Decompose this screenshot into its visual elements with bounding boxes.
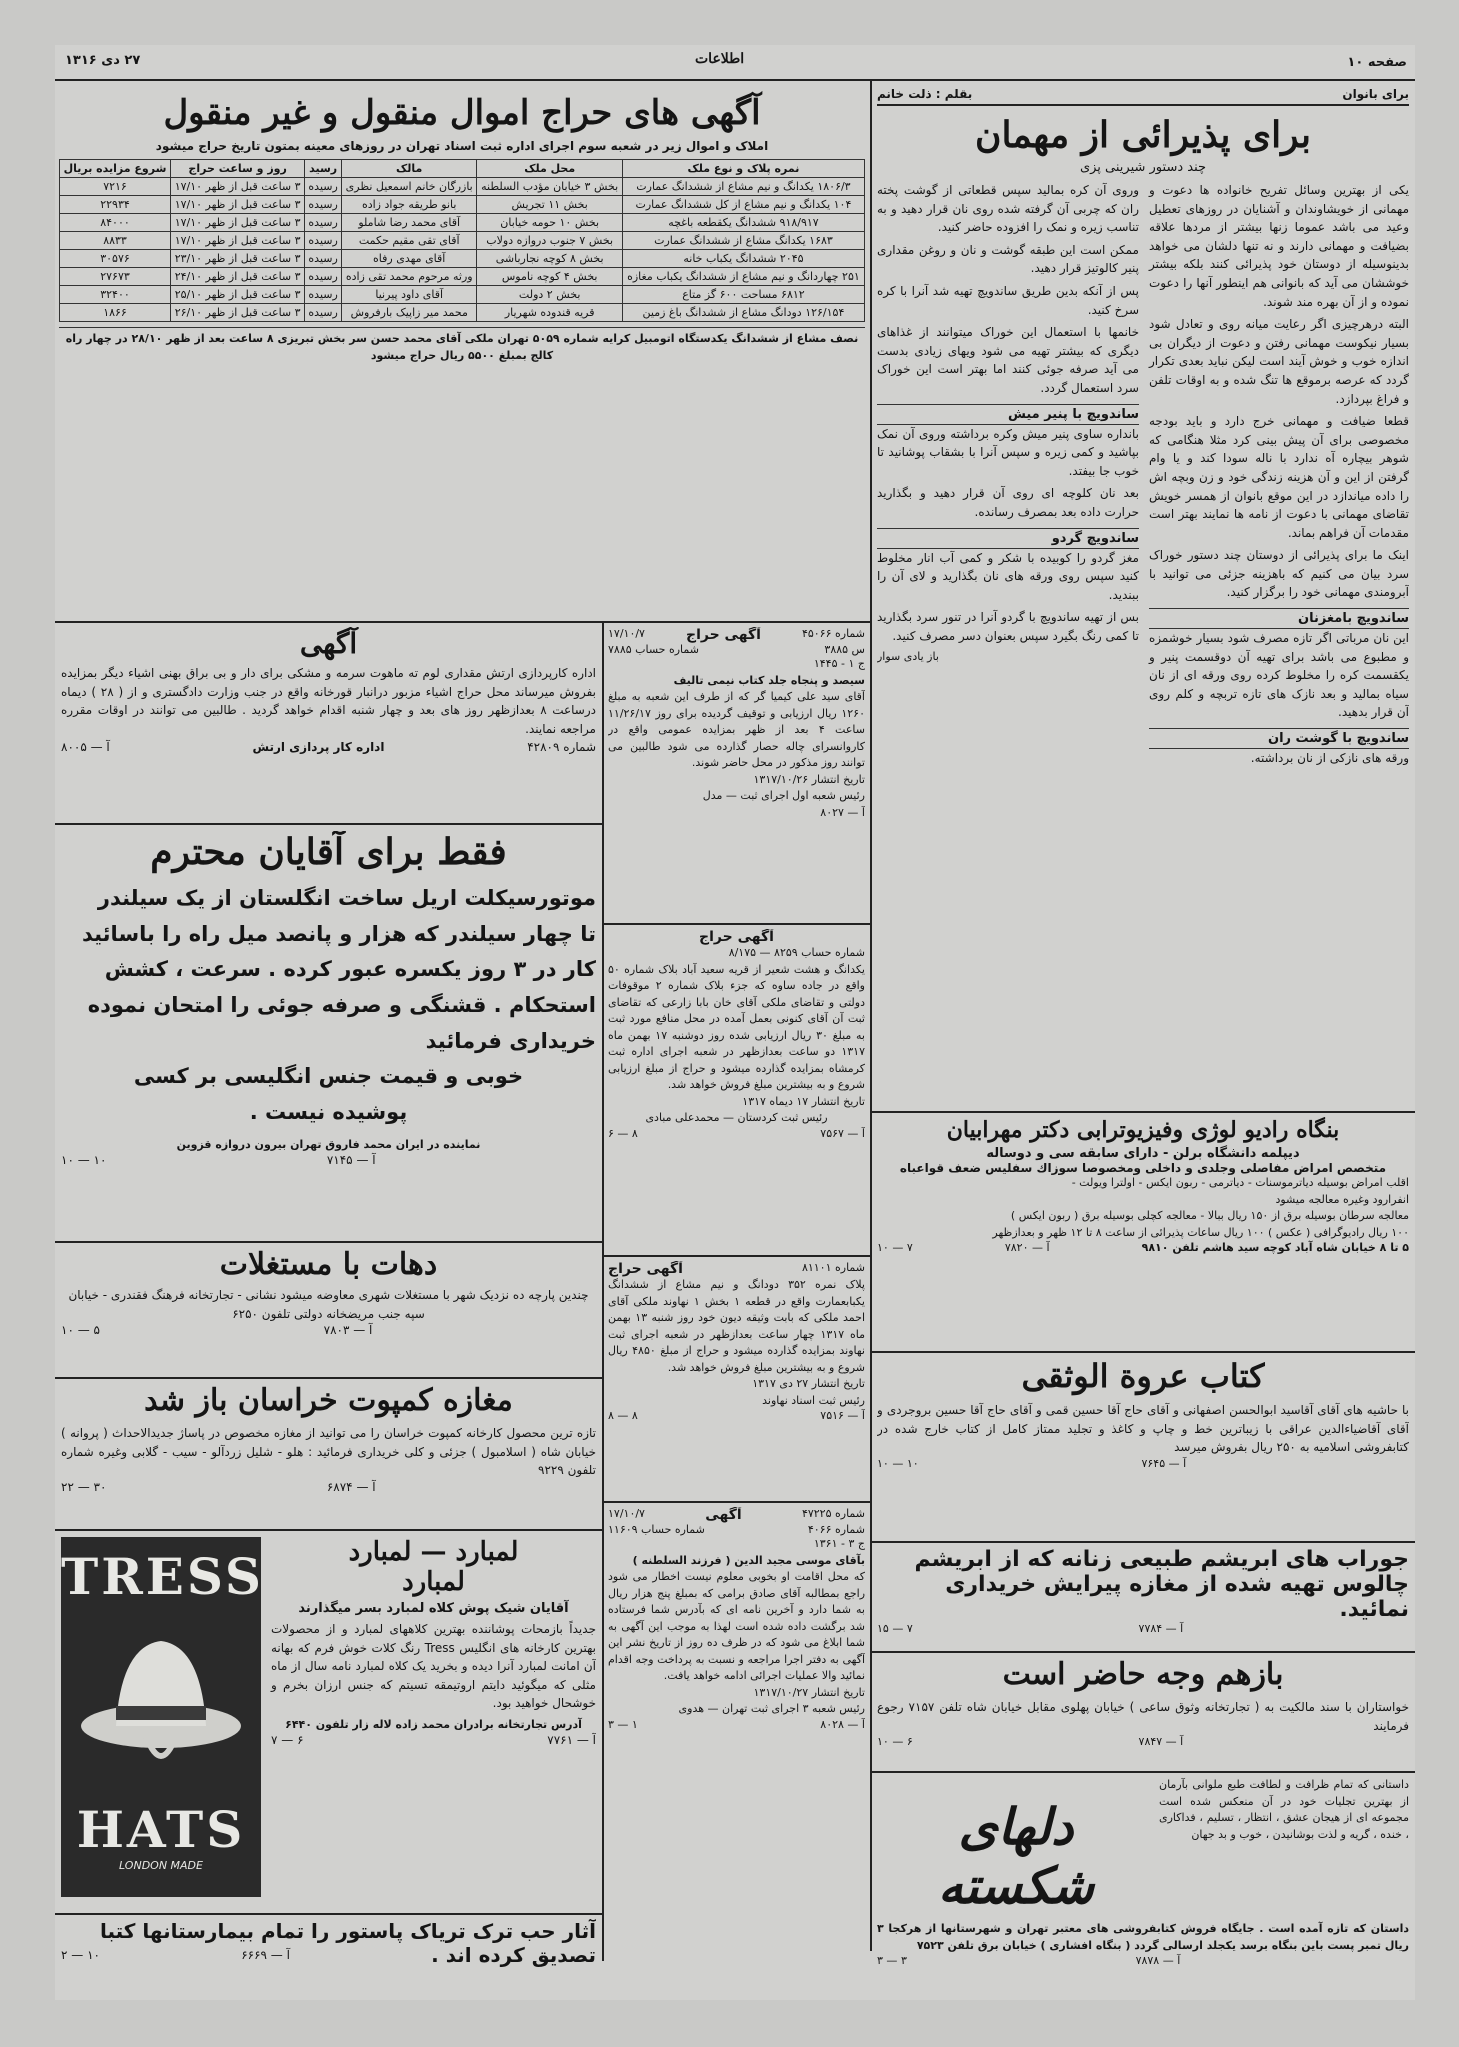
n1-title: آگهی حراج	[686, 627, 761, 643]
tress-logo-box	[61, 1537, 264, 1897]
sub-walnut: ساندویچ گردو	[877, 528, 1139, 549]
n4-date: ۱۷/۱۰/۷	[608, 1507, 645, 1520]
auction-footer: نصف مشاع از ششدانگ یکدستگاه اتومبیل کرایه شماره ۵۰۵۹ تهران ملکی آقای محمد حسن سر بخش تبریزی ۸ ساعت بعد از ظهر ۲۸/۱۰ در چهار راه کالج بمبلغ ۵۵۰۰ ریال حراج میشود	[59, 327, 865, 364]
auction-title: آگهی های حراج اموال منقول و غیر منقول	[163, 93, 761, 133]
rule	[870, 1651, 1415, 1653]
women-p11: بانداره ساوی پنیر میش وکره برداشته وروی آن نمک بپاشید و کمی زیره و سپس آنرا با بشقاب پوشانید تا خوب جا بیفتد.	[877, 426, 1139, 478]
tobacco-line2: تصدیق کرده اند .	[431, 1943, 596, 1967]
n4-num: شماره ۴۷۲۲۵	[801, 1507, 865, 1520]
bh-bottom: داستان که تازه آمده است . جایگاه فروش کتابفروشی های معتبر تهران و شهرستانها از هرکجا ۳ ریال تمبر پست باین بنگاه برسد یکجلد ارسالی گردد ( بنگاه افشاری ) خیابان برق تلفن ۷۵۲۳	[877, 1922, 1409, 1952]
auction-subtitle: املاک و اموال زیر در شعبه سوم اجرای اداره ثبت اسناد تهران در روزهای معینه بمتون تاریخ حراج میشود	[155, 139, 769, 153]
n4-head: بآقای موسی مجید الدین ( فرزند السلطنه )	[632, 1553, 865, 1567]
rule	[870, 1351, 1415, 1353]
n3-num: شماره ۸۱۱۰۱	[801, 1261, 865, 1274]
n4-acc2: شماره حساب ۱۱۶۰۹	[608, 1523, 705, 1536]
masthead: اطلاعات	[695, 51, 745, 67]
auction-cell: ۲۰۴۵ ششدانگ یکباب خانه	[622, 250, 864, 268]
women-p3: قطعا ضیافت و مهمانی خرج دارد و باید بودجه مخصوصی برای آن پیش بینی کرد مثلا هنگامی که شوهر بیچاره آه ندارد با ناله سودا کند و یا وام گرفتن از این و آن هزینه زندگی خود و زن وبچه اش را داده میاندازد در این موقع بانوان از همسر خویش تقاضای مهمانی با دعوت از نامه ها نمایند بهتر است مقدمات آن فراهم بماند.	[1149, 414, 1409, 540]
auction-cell: بخش ۳ خیابان مؤدب السلطنه	[477, 178, 622, 196]
stockings-dates: ۷ — ۱۵	[877, 1622, 913, 1635]
auction-cell: ۸۸۳۳	[60, 232, 171, 250]
auction-row	[60, 196, 865, 214]
auction-cell: بخش ۴ کوچه ناموس	[477, 268, 622, 286]
sub-cheese: ساندویچ با پنیر میش	[877, 404, 1139, 425]
auction-row	[60, 304, 865, 322]
col-header: شروع مزایده بریال	[60, 160, 171, 178]
auction-cell: بخش ۸ کوچه نجارباشی	[477, 250, 622, 268]
auction-cell: بخش ۱۱ تجریش	[477, 196, 622, 214]
moto-l6: خوبی و قیمت جنس انگلیسی بر کسی	[133, 1064, 524, 1089]
auction-cell: رسیده	[305, 214, 342, 232]
col-header: محل ملک	[477, 160, 622, 178]
sub-meat: ساندویچ با گوشت ران	[1149, 728, 1409, 749]
villages-dates: ۵ — ۱۰	[61, 1323, 100, 1338]
book-ad	[877, 1357, 1409, 1537]
doctor-l3: معالجه سرطان بوسیله برق از ۱۵۰ ریال ببالا - معالجه کچلی بوسیله برق ( ربون ایکس )	[1010, 1209, 1409, 1222]
women-p10: خانمها با استعمال این خوراک میتوانند از غذاهای دیگری که بیشتر تهیه می شود ویهای زیادی بدست می آید صرفه جوئی کنند اما بهتر است این خوراک سرد استعمال گردد.	[877, 325, 1139, 395]
book-dates: ۱۰ — ۱۰	[877, 1456, 919, 1470]
auction-cell: بازرگان خانم اسمعیل نظری	[341, 178, 476, 196]
doctor-code: آ — ۷۸۲۰	[1004, 1241, 1050, 1254]
n2-code: آ — ۷۵۶۷	[820, 1126, 865, 1140]
auction-row	[60, 268, 865, 286]
auction-cell: ۲۵۱ چهاردانگ و نیم مشاع از ششدانگ یکباب مغازه	[622, 268, 864, 286]
women-p9: پس از آنکه بدین طریق ساندویچ تهیه شد آنرا با کره سرخ کنید.	[877, 283, 1139, 317]
n4-date2: تاریخ انتشار ۱۳۱۷/۱۰/۲۷	[753, 1685, 865, 1699]
compote-title: مغازه کمپوت خراسان باز شد	[144, 1383, 513, 1418]
auction-cell: رسیده	[305, 286, 342, 304]
rule	[602, 1501, 870, 1503]
n3-date: تاریخ انتشار ۲۷ دی ۱۳۱۷	[752, 1377, 865, 1390]
hat-icon	[76, 1606, 246, 1796]
n4-dates: ۱ — ۳	[608, 1717, 638, 1731]
money-dates: ۶ — ۱۰	[877, 1735, 913, 1749]
tress-body: جدیداً بازمحات پوشاننده بهترین کلاههای لمبارد و از محصولات بهترین کارخانه های انگلیس Tress رنگ کلات خوش فرم که بهانه آن امانت لمبارد آنرا دیده و بخرید یک کلاه لمبارد نامه سال از ماه مثلی که میگوئید دایتم اروتیمقه تسیتم که جنس ارزان بخرم و خوشحال خواهید بود.	[271, 1622, 596, 1711]
villages-ad	[61, 1247, 596, 1372]
doctor-dates: ۷ — ۱۰	[877, 1241, 913, 1254]
women-p14: بس از تهیه ساندویچ با گردو آنرا در تنور سرد بگذارید تا کمی رنگ بگیرد سپس بعنوان دسر مصرف کنید.	[877, 610, 1139, 643]
moto-title: فقط برای آقایان محترم	[150, 831, 507, 873]
auction-row	[60, 286, 865, 304]
tress-dates: ۶ — ۷	[271, 1733, 304, 1748]
auction-cell: ۳۲۴۰۰	[60, 286, 171, 304]
n1-file: ج ۱ - ۱۴۴۵	[813, 657, 865, 670]
women-title: برای پذیرائی از مهمان	[975, 114, 1311, 156]
auction-cell: رسیده	[305, 232, 342, 250]
n4-body: که محل اقامت او بخوبی معلوم نیست اخطار می شود راجع بمطالبه آقای صادق برامی که بمبلغ پنج هزار ریال به شما دارد و آخرین نامه ای که بآدرس شما فرستاده شد برگشت داده شده است لهذا به موجب این آگهی به شما ابلاغ می شود که در ظرف ده روز از تاریخ نشر این آگهی به دفتر اجرا مراجعه و نسبت به پرداخت وجه اقدام نمائید والا عملیات اجرائی ادامه خواهد یافت.	[608, 1570, 865, 1682]
doctor-l5: ۵ تا ۸ خیابان شاه آباد کوچه سید هاشم تلفن ۹۸۱۰	[1141, 1241, 1409, 1254]
women-p7: وروی آن کره بمالید سپس قطعاتی از گوشت پخته ران که چربی آن گرفته شده روی نان قرار دهید و به تناسب زیره و نمک را افزوده حاضر کنید.	[877, 183, 1139, 235]
n2-date: تاریخ انتشار ۱۷ دیماه ۱۳۱۷	[742, 1094, 865, 1108]
army-notice	[61, 627, 596, 817]
tress-address: آدرس تجارتخانه برادران محمد زاده لاله زار تلفون ۶۴۴۰	[285, 1717, 582, 1731]
compote-body: تازه ترین محصول کارخانه کمپوت خراسان را می توانید از مغازه مخصوص در پاساژ جدیدالاحداث ( پروانه ) خیابان شاه ( اسلامبول ) جزئی و کلی خریداری فرمائید : هلو - شلیل زردآلو - سیب - گلابی وغیره شماره تلفون ۹۲۲۹	[61, 1426, 596, 1478]
notice-2	[608, 929, 865, 1249]
n3-body: پلاک نمره ۳۵۲ دودانگ و نیم مشاع از ششدانگ یکبابعمارت واقع در قطعه ۱ بخش ۱ نهاوند ملکی آقای احمد ملکی که بابت وثیقه دیون خود روز شنبه ۱۳ بهمن ماه ۱۳۱۷ چهار ساعت بعدازظهر در شعبه اجرای ثبت نهاوند بمزایده گذارده میشود و حراج از مبلغ ۴۸۵۰ ریال شروع و به بیشترین مبلغ فروش خواهد شد.	[608, 1278, 865, 1374]
money-body: خواستاران با سند مالکیت به ( تجارتخانه وثوق ساعی ) خیابان پهلوی مقابل خیابان شاه تلفن ۷۱۵۷ رجوع فرمایند	[877, 1700, 1409, 1733]
women-p6: ورقه های نازکی از نان برداشته.	[1250, 751, 1409, 766]
rule	[55, 1529, 602, 1531]
n4-title: آگهی	[705, 1507, 742, 1523]
auction-cell: ۹۱۸/۹۱۷ ششدانگ یکقطعه باغچه	[622, 214, 864, 232]
rule	[55, 823, 602, 825]
auction-cell: ۱۲۶/۱۵۴ دودانگ مشاع از ششدانگ باغ زمین	[622, 304, 864, 322]
tress-text	[271, 1537, 596, 1747]
women-closing: باز یادی سوار	[877, 650, 939, 664]
auction-row	[60, 178, 865, 196]
rule	[870, 1771, 1415, 1773]
notice-3	[608, 1261, 865, 1497]
n1-sign: رئیس شعبه اول اجرای ثبت — مدل	[702, 789, 865, 802]
auction-cell: ۳ ساعت قبل از ظهر ۲۵/۱۰	[171, 286, 305, 304]
auction-cell: ۱۶۸۳ یکدانگ مشاع از ششدانگ عمارت	[622, 232, 864, 250]
army-title: آگهی	[299, 627, 358, 660]
auction-cell: رسیده	[305, 250, 342, 268]
stockings-l2: چالوس تهیه شده از مغازه پیرایش خریداری نمائید.	[945, 1572, 1409, 1622]
doctor-l2: انفرارود وغیره معالجه میشود	[1275, 1192, 1409, 1206]
compote-ad	[61, 1383, 596, 1523]
col-divider-left	[602, 621, 604, 1961]
auction-cell: ۲۲۹۳۴	[60, 196, 171, 214]
doctor-diploma: دیپلمه دانشگاه برلن - دارای سابقه سی و دوساله	[986, 1146, 1300, 1161]
auction-cell: ۳ ساعت قبل از ظهر ۱۷/۱۰	[171, 214, 305, 232]
auction-cell: قریه قندوده شهریار	[477, 304, 622, 322]
women-p1: یکی از بهترین وسائل تفریح خانواده ها دعوت و مهمانی از خویشاوندان و آشنایان در روزهای تعطیل وعید می باشد عموما زنها بیشتر از مردها علاقه بضیافت و مهمانی دارند و نه تنها دلشان می خواهد بدینوسیله از دوستان خود پذیرائی کنند بلکه بیشتر خوششان می آید که بانوانی هم اینطور آنها را دعوت نموده و از آن بهره مند شوند.	[1149, 183, 1409, 309]
tress-logo-bottom: HATS	[76, 1800, 246, 1859]
n1-acc: س ۳۸۸۵	[824, 643, 865, 656]
col-header: روز و ساعت حراج	[171, 160, 305, 178]
auction-cell: بخش ۲ دولت	[477, 286, 622, 304]
auction-cell: بخش ۱۰ حومه خیابان	[477, 214, 622, 232]
bh-code: آ — ۷۸۷۸	[1135, 1954, 1181, 1967]
auction-bottom-rule	[55, 621, 870, 623]
moto-dates: ۱۰ — ۱۰	[61, 1153, 107, 1168]
army-body: اداره کارپردازی ارتش مقداری لوم ته ماهوت سرمه و مشکی برای دار و بی براق بهنی اشیاء دیگر بمزایده بفروش میرساند محل حراج اشیاء مزبور درانبار قورخانه واقع در جنب وزارت دادگستری و از ( ۲۸ ) دیماه درساعت ۸ بعدازظهر روز های بعد و چهار شنبه اقدام خواهد گردید . طالبین می توانند در اوقات مقرره مراجعه نمایند.	[61, 666, 596, 736]
n4-file: ج ۳ - ۱۳۶۱	[813, 1537, 865, 1550]
rule	[602, 1255, 870, 1257]
page-number: صفحه ۱۰	[1347, 55, 1407, 70]
issue-date: ۲۷ دی ۱۳۱۶	[65, 53, 141, 68]
auction-cell: رسیده	[305, 304, 342, 322]
women-p13: مغز گردو را کوبیده با شکر و کمی آب انار مخلوط کنید سپس روی ورقه های نان بگذارید و لای آن را ببندید.	[877, 550, 1139, 602]
army-sign: اداره کار پردازی ارتش	[252, 740, 385, 755]
moto-agent: نماینده در ایران محمد فاروق تهران بیرون دروازه قزوین	[176, 1137, 481, 1151]
women-author: بقلم : ذلت خانم	[877, 87, 973, 101]
n1-head: سیصد و پنجاه جلد کتاب نیمی تالیف	[673, 673, 865, 687]
auction-row	[60, 232, 865, 250]
auction-cell: ۷۲۱۶	[60, 178, 171, 196]
rule	[55, 1913, 602, 1915]
auction-cell: رسیده	[305, 268, 342, 286]
money-title: بازهم وجه حاضر است	[1002, 1657, 1284, 1692]
moto-l5: خریداری فرمائید	[425, 1028, 596, 1053]
auction-row	[60, 214, 865, 232]
villages-code: آ — ۷۸۰۳	[323, 1323, 373, 1338]
rule	[602, 923, 870, 925]
auction-cell: ۱۸۰۶/۳ یکدانگ و نیم مشاع از ششدانگ عمارت	[622, 178, 864, 196]
army-number: شماره ۴۲۸۰۹	[527, 740, 596, 755]
stockings-ad	[877, 1547, 1409, 1647]
auction-cell: ۱۸۶۶	[60, 304, 171, 322]
tobacco-line1: آثار حب ترک تریاک پاستور را تمام بیمارستانها کتبا	[99, 1919, 596, 1943]
doctor-ad	[877, 1117, 1409, 1347]
motorcycle-ad	[61, 831, 596, 1236]
women-p5: این نان مرباتی اگر تازه مصرف شود بسیار خوشمزه و مطبوع می باشد برای تهیه آن دوقسمت پنیر و یکقسمت کره را مخلوط کرده روی ورقه ای از نان سیاه بمالید و بعد نازک های تازه تربچه و کلم روی آن قرار بدهید.	[1149, 631, 1409, 720]
moto-l1: موتورسیکلت اریل ساخت انگلستان از یک سیلندر	[97, 886, 596, 910]
n3-sign: رئیس ثبت اسناد نهاوند	[762, 1393, 865, 1407]
moto-l2: تا چهار سیلندر که هزار و پانصد میل راه را باسائید	[81, 921, 596, 946]
doctor-title: بنگاه رادیو لوژی وفیزیوترابی دکتر مهرابیان	[946, 1117, 1340, 1143]
auction-cell: ۶۸۱۲ مساحت ۶۰۰ گز متاع	[622, 286, 864, 304]
rule	[55, 1241, 602, 1243]
auction-cell: ۳ ساعت قبل از ظهر ۱۷/۱۰	[171, 232, 305, 250]
n3-dates: ۸ — ۸	[608, 1409, 638, 1422]
n4-acc: شماره ۴۰۶۶	[807, 1523, 865, 1536]
n1-body: آقای سید علی کیمیا گر که از طرف این شعبه به مبلغ ۱۲۶۰ ریال ارزیابی و توقیف گردیده برای روز ۱۱/۲۶/۱۷ ساعت ۴ بعد از ظهر بمزایده عمومی واقع در کاروانسرای چاله حصار گذارده می شود طالبین می توانند روز مذکور در محل حاضر شوند.	[608, 690, 865, 769]
moto-code: آ — ۷۱۴۵	[326, 1153, 376, 1168]
doctor-spec: متخصص امراض مفاصلی وجلدی و داخلی ومخصوصا سوزاك سفلیس ضعف قواعباه	[899, 1161, 1387, 1175]
auction-cell: بانو طریقه جواد زاده	[341, 196, 476, 214]
auction-cell: رسیده	[305, 196, 342, 214]
women-p4: اینک ما برای پذیرائی از دوستان چند دستور خوراک سرد بیان می کنیم که باهزینه جزئی می توانید با آبرومندی مهمانی خود را برگزار کنید.	[1149, 548, 1409, 600]
auction-cell: ۳ ساعت قبل از ظهر ۲۴/۱۰	[171, 268, 305, 286]
auction-cell: ورثه مرحوم محمد تقی زاده	[341, 268, 476, 286]
n2-dates: ۸ — ۶	[608, 1126, 638, 1140]
n1-date2: تاریخ انتشار ۱۳۱۷/۱۰/۲۶	[753, 772, 865, 786]
bh-logo: دلهای شکسته	[937, 1797, 1094, 1915]
tobacco-code: آ — ۶۶۶۹	[241, 1948, 290, 1962]
col-header: رسید	[305, 160, 342, 178]
doctor-l1: اقلب امراض بوسیله دیاترموسنات - دیاترمی - ربون ایکس - اولترا ویولت -	[1071, 1176, 1409, 1189]
auction-cell: آقای محمد رضا شاملو	[341, 214, 476, 232]
tress-ad	[61, 1537, 596, 1907]
auction-cell: آقای مهدی رفاه	[341, 250, 476, 268]
villages-title: دهات با مستغلات	[219, 1247, 438, 1282]
money-ad	[877, 1657, 1409, 1767]
auction-cell: ۳ ساعت قبل از ظهر ۲۶/۱۰	[171, 304, 305, 322]
n3-code: آ — ۷۵۱۶	[820, 1409, 865, 1422]
army-code: آ — ۸۰۰۵	[61, 740, 110, 755]
n2-sign: رئیس ثبت کردستان — محمدعلی مبادی	[645, 1111, 828, 1124]
auction-row	[60, 250, 865, 268]
women-p2: البته درهرچیزی اگر رعایت میانه روی و تعادل شود بسیار نیکوست مهمانی رفتن و دعوت از دیگران بی اندازه خوب و خوش آیند است لیکن نباید بعدی تکرار گردد که عرصه برموقع ها تنگ شده و به اوقات تلفن و فراغ بپردازد.	[1149, 317, 1409, 406]
auction-cell: رسیده	[305, 178, 342, 196]
doctor-l4: ۱۰۰ ریال رادیوگرافی ( عکس ) ۱۰۰ ریال ساعات پذیرائی از ساعت ۸ تا ۱۲ ظهر و بعدازظهر	[992, 1225, 1409, 1239]
compote-code: آ — ۶۸۷۴	[326, 1479, 376, 1494]
bh-body: داستانی که تمام ظرافت و لطافت طبع ملوانی بآرمان از بهترین تجلیات خود در آن منعکس شده است مجموعه ای از هیجان عشق ، انتظار ، تسلیم ، فداکاری ، خنده ، گریه و لذت بوشانیدن ، خوب و بد جهان	[1159, 1778, 1409, 1841]
col-header: مالک	[341, 160, 476, 178]
auction-cell: آقای داود پیرنیا	[341, 286, 476, 304]
n1-code: آ — ۸۰۲۷	[820, 805, 865, 819]
n3-title: آگهی حراج	[608, 1261, 683, 1277]
auction-section	[59, 87, 865, 663]
n1-num: شماره ۴۵۰۶۶	[801, 627, 865, 640]
women-section	[877, 87, 1409, 1105]
moto-l7: پوشیده نیست .	[249, 1100, 408, 1125]
women-p8: ممکن است این طبقه گوشت و نان و روغن مقداری پنیر کالوتیز قرار دهید.	[877, 242, 1139, 276]
n4-sign: رئیس شعبه ۳ اجرای ثبت تهران — هدوی	[678, 1702, 865, 1715]
tress-title2: لمبارد	[402, 1567, 465, 1597]
broken-hearts-ad	[877, 1777, 1409, 1997]
auction-cell: ۳۰۵۷۶	[60, 250, 171, 268]
n2-num: شماره حساب ۸۲۵۹ — ۸/۱۷۵	[728, 946, 865, 959]
auction-cell: آقای تقی مقیم حکمت	[341, 232, 476, 250]
book-body: با حاشیه های آقای آقاسید ابوالحسن اصفهانی و آقای حاج آقا حسین قمی و آقای حاج آقا حسین بروجردی و آقای آقاضیاءالدین عراقی با زیباترین خط و چاپ و کاغذ و تجلید ممتاز کامل از کتاب خارج شده در کتابفروشی اسلامیه به ۲۵۰ ریال بفروش میرسد	[877, 1403, 1409, 1455]
money-code: آ — ۷۸۴۷	[1138, 1735, 1184, 1749]
auction-table	[59, 159, 865, 322]
tress-made: LONDON MADE	[119, 1859, 203, 1872]
rule	[870, 1541, 1415, 1543]
n4-code: آ — ۸۰۲۸	[820, 1717, 865, 1731]
col-divider-main	[870, 81, 872, 1951]
stockings-code: آ — ۷۷۸۴	[1138, 1622, 1184, 1635]
auction-cell: محمد میر زاپیک بارفروش	[341, 304, 476, 322]
book-code: آ — ۷۶۴۵	[1141, 1456, 1187, 1470]
n2-body: یکدانگ و هشت شعیر از قریه سعید آباد بلاک شماره ۵۰ واقع در جاده ساوه که جزء بلاک شماره ۲ موقوفات دولتی و تقاضای ملکی آقای خان بابا زارعی که تقاضای ثبت آن آقای کنونی بعمل آمده در محل منافع مورد ثبت به مبلغ ۳۰ ریال ارزیابی شده روز دوشنبه ۱۷ بهمن ماه ۱۳۱۷ دو ساعت بعدازظهر در شعبه اجرای اداره ثبت کرمشاه بمزایده گذارده میشود و حراج از مبلغ ارزیابی شروع و به بیشترین مبلغ فروش خواهد شد.	[608, 962, 865, 1091]
auction-cell: ۳ ساعت قبل از ظهر ۲۳/۱۰	[171, 250, 305, 268]
header-rule	[55, 79, 1415, 81]
n1-acc2: شماره حساب ۷۸۸۵	[608, 643, 699, 656]
rule	[55, 1377, 602, 1379]
compote-dates: ۳۰ — ۲۲	[61, 1479, 107, 1494]
rule	[870, 1111, 1415, 1113]
n1-date: ۱۷/۱۰/۷	[608, 627, 645, 640]
women-subtitle: چند دستور شیرینی پزی	[1079, 160, 1207, 175]
auction-cell: ۸۴۰۰۰	[60, 214, 171, 232]
notice-4	[608, 1507, 865, 1997]
moto-l3: کار در ۳ روز یکسره عبور کرده . سرعت ، کشش	[104, 957, 596, 982]
book-title: کتاب عروة الوثقی	[1021, 1357, 1265, 1395]
bh-dates: ۳ — ۳	[877, 1954, 907, 1967]
tobacco-ad	[61, 1919, 596, 1995]
auction-cell: ۳ ساعت قبل از ظهر ۱۷/۱۰	[171, 196, 305, 214]
auction-cell: ۱۰۴ یکدانگ و نیم مشاع از کل ششدانگ عمارت	[622, 196, 864, 214]
notice-1	[608, 627, 865, 917]
tress-logo-top: TRESS	[61, 1547, 264, 1606]
auction-cell: بخش ۷ جنوب دروازه دولاب	[477, 232, 622, 250]
auction-cell: ۳ ساعت قبل از ظهر ۱۷/۱۰	[171, 178, 305, 196]
auction-cell: ۲۷۶۷۳	[60, 268, 171, 286]
n2-title: آگهی حراج	[699, 929, 774, 945]
col-header: نمره پلاک و نوع ملک	[622, 160, 864, 178]
tress-title1: لمبارد — لمبارد	[348, 1537, 519, 1567]
women-p12: بعد نان کلوچه ای روی آن قرار دهید و بگذارید حرارت داده بعد بمصرف رسانده.	[877, 486, 1139, 519]
women-tag: برای بانوان	[1342, 87, 1409, 101]
tobacco-dates: ۱۰ — ۲	[61, 1948, 100, 1962]
tress-code: آ — ۷۷۶۱	[547, 1733, 596, 1748]
sub-bread: ساندویچ بامغزنان	[1149, 608, 1409, 629]
tress-sub: آقایان شیک پوش کلاه لمبارد بسر میگذارند	[298, 1601, 569, 1616]
newspaper-page	[55, 45, 1415, 2000]
stockings-l1: جوراب های ابریشم طبیعی زنانه که از ابریشم	[914, 1547, 1409, 1572]
moto-l4: استحکام . قشنگی و صرفه جوئی را امتحان نموده	[87, 993, 596, 1018]
villages-body: چندین پارچه ده نزدیک شهر با مستغلات شهری معاوضه میشود نشانی - تجارتخانه فرهنگ فقندری - خیابان سپه جنب مریضخانه دولتی تلفون ۶۲۵۰	[68, 1288, 589, 1321]
